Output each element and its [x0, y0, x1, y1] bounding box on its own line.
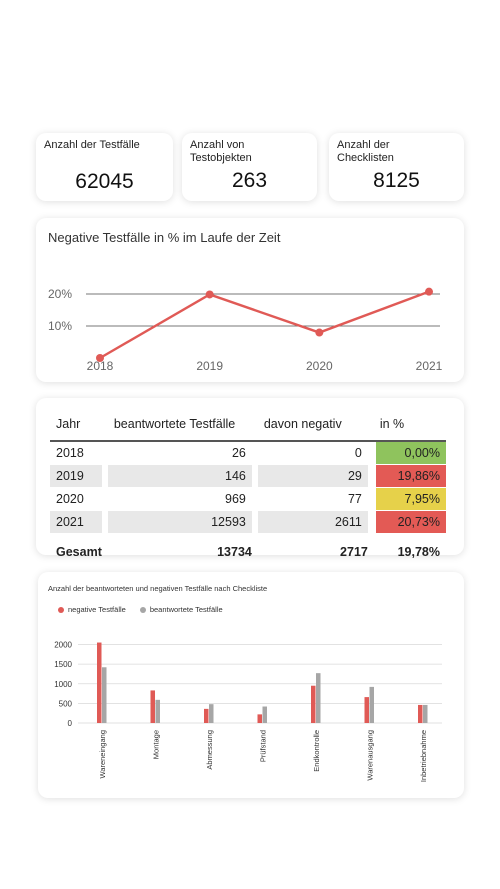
x-tick-label: Warenausgang	[365, 730, 375, 781]
table-row	[50, 488, 446, 511]
bar-negative	[418, 705, 423, 723]
cell-prozent: 7,95%	[374, 488, 446, 511]
cell-beantwortet: 146	[108, 465, 258, 488]
kpi-label: Anzahl der Checklisten	[337, 139, 394, 164]
kpi-label: Anzahl von Testobjekten	[190, 139, 252, 164]
bar-beantwortet	[316, 673, 321, 723]
kpi-card-testfaelle	[36, 133, 173, 201]
cell-prozent: 0,00%	[374, 442, 446, 465]
table-row	[50, 442, 446, 465]
bar-beantwortet	[156, 700, 161, 723]
col-header-prozent: in %	[374, 408, 446, 442]
cell-negativ: 29	[258, 465, 374, 488]
line-chart	[36, 218, 464, 382]
bar-chart-title: Anzahl der beantworteten und negativen Testfälle nach Checkliste	[48, 584, 268, 593]
kpi-label: Anzahl der Testfälle	[44, 139, 140, 151]
bar-beantwortet	[263, 707, 268, 723]
cell-beantwortet: 26	[108, 442, 258, 465]
table-row	[50, 511, 446, 534]
col-header-beantwortet: beantwortete Testfälle	[108, 408, 258, 442]
bar-negative	[97, 643, 102, 723]
bar-negative	[311, 686, 316, 723]
table-row	[50, 465, 446, 488]
cell-negativ: 77	[258, 488, 374, 511]
kpi-card-testobjekte	[182, 133, 317, 201]
y-tick-label: 500	[58, 699, 72, 709]
x-tick-label: 2019	[196, 359, 224, 373]
x-tick-label: Montage	[151, 730, 161, 760]
col-header-negativ: davon negativ	[258, 408, 374, 442]
legend-label: negative Testfälle	[68, 605, 126, 614]
cell-negativ: 2611	[258, 511, 374, 534]
x-tick-label: Inbetriebnahme	[419, 730, 428, 783]
kpi-card-checklisten	[329, 133, 464, 201]
cell-prozent: 20,73%	[374, 511, 446, 534]
bar-negative	[204, 709, 209, 723]
table-total-row	[50, 534, 446, 570]
table-header-row	[50, 408, 446, 442]
bar-beantwortet	[370, 687, 375, 723]
bar-negative	[258, 714, 263, 723]
total-negativ: 2717	[340, 545, 368, 559]
cell-jahr: 2018	[50, 442, 108, 465]
cell-beantwortet: 969	[108, 488, 258, 511]
col-header-jahr: Jahr	[50, 408, 108, 442]
cell-jahr: 2019	[50, 465, 108, 488]
y-tick-label: 2000	[54, 640, 72, 650]
bar-chart-card	[38, 572, 464, 798]
cell-jahr: 2021	[50, 511, 108, 534]
bar-beantwortet	[423, 705, 428, 723]
kpi-value: 62045	[75, 170, 134, 193]
kpi-value: 263	[231, 169, 268, 192]
cell-negativ: 0	[258, 442, 374, 465]
y-tick-label: 20%	[48, 287, 73, 301]
legend-label: beantwortete Testfälle	[149, 605, 223, 614]
data-table	[50, 408, 446, 570]
series-line	[100, 292, 429, 358]
bar-beantwortet	[209, 704, 214, 723]
cell-prozent: 19,86%	[374, 465, 446, 488]
y-tick-label: 1500	[54, 660, 72, 670]
x-tick-label: Prüfstand	[258, 730, 268, 763]
bar-chart	[38, 572, 464, 798]
line-chart-card	[36, 218, 464, 382]
bar-beantwortet	[102, 667, 107, 723]
y-tick-label: 10%	[48, 319, 73, 333]
x-tick-label: Endkontrolle	[312, 730, 321, 772]
line-chart-title: Negative Testfälle in % im Laufe der Zeit	[48, 230, 281, 245]
data-point	[425, 288, 433, 296]
x-tick-label: Wareneingang	[98, 730, 107, 779]
total-label: Gesamt	[56, 545, 102, 559]
data-point	[206, 290, 214, 298]
x-tick-label: 2021	[415, 359, 443, 373]
bar-negative	[151, 690, 156, 723]
y-tick-label: 0	[67, 719, 72, 728]
data-point	[315, 329, 323, 337]
x-tick-label: Abmessung	[205, 730, 214, 770]
total-beantwortet: 13734	[217, 545, 252, 559]
table-card	[36, 398, 464, 559]
y-tick-label: 1000	[54, 679, 72, 689]
total-prozent: 19,78%	[397, 545, 440, 559]
x-tick-label: 2018	[86, 359, 114, 373]
kpi-value: 8125	[373, 169, 420, 192]
cell-jahr: 2020	[50, 488, 108, 511]
x-tick-label: 2020	[305, 359, 333, 373]
cell-beantwortet: 12593	[108, 511, 258, 534]
bar-negative	[365, 697, 370, 723]
